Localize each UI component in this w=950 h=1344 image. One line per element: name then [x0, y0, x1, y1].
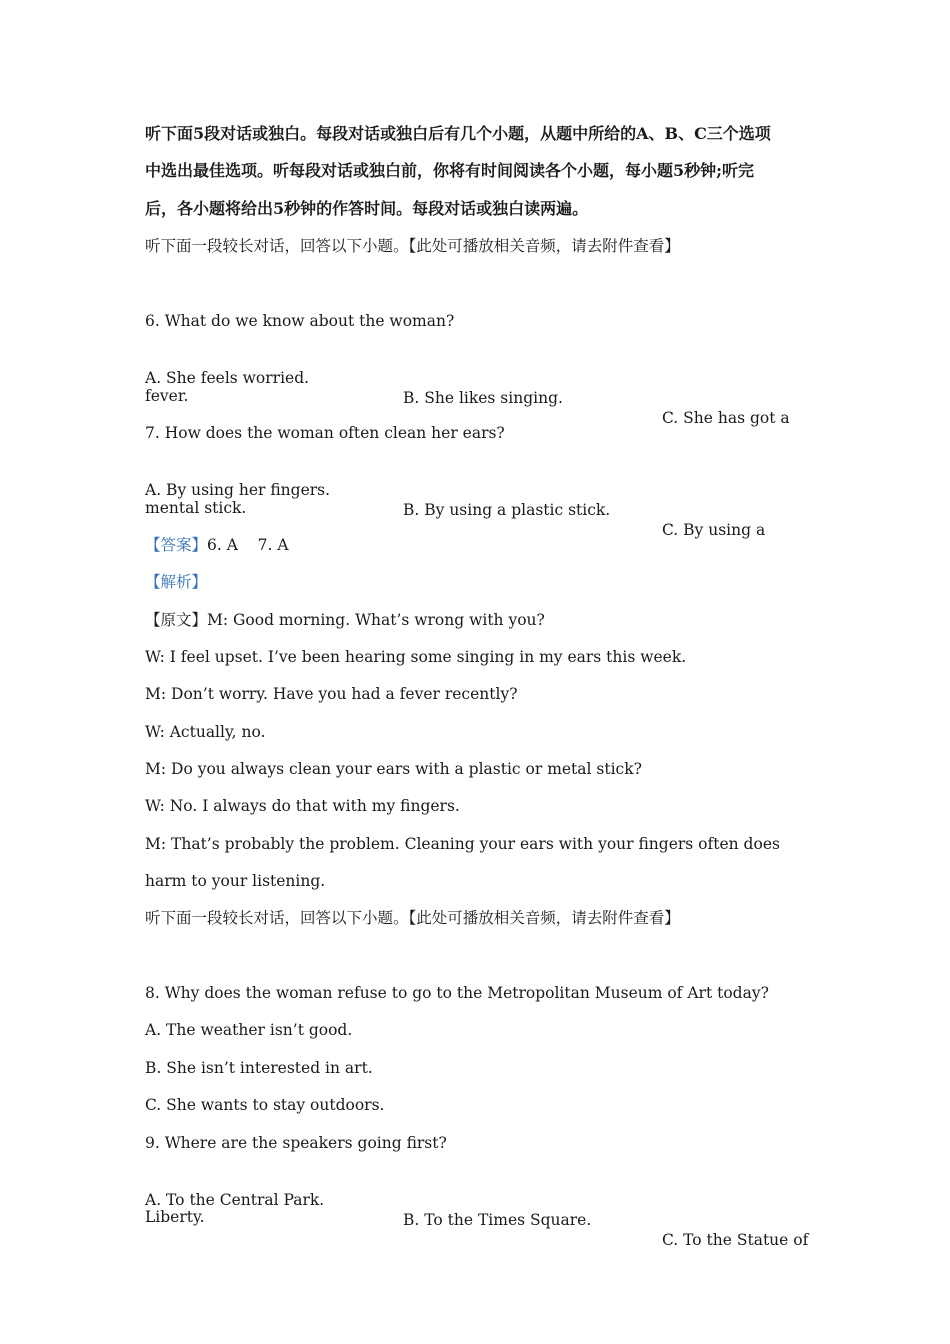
q6-option-b: B. She likes singing. [403, 389, 563, 407]
q7-option-c: C. By using a [662, 521, 766, 539]
q9-option-b: B. To the Times Square. [403, 1211, 592, 1229]
transcript-line-3: M: Don’t worry. Have you had a fever recently? [145, 685, 518, 703]
q9-option-a: A. To the Central Park. [145, 1191, 325, 1209]
q8-option-a: A. The weather isn’t good. [145, 1021, 353, 1039]
question-7-stem: 7. How does the woman often clean her ears? [145, 424, 505, 442]
transcript-line-6: W: No. I always do that with my fingers. [145, 797, 460, 815]
answer-line [145, 535, 810, 555]
instructions-line-2: 中选出最佳选项。听每段对话或独白前，你将有时间阅读各个小题，每小题5秒钟;听完 [145, 161, 755, 180]
question-8-stem: 8. Why does the woman refuse to go to the Metropolitan Museum of Art today? [145, 984, 769, 1002]
section2-intro: 听下面一段较长对话，回答以下小题。【此处可播放相关音频，请去附件查看】 [145, 909, 680, 927]
transcript-line-7: M: That’s probably the problem. Cleaning your ears with your fingers often does [145, 835, 780, 853]
q7-option-b: B. By using a plastic stick. [403, 501, 611, 519]
analysis-tag: 【解析】 [145, 573, 208, 591]
q6-option-a: A. She feels worried. [145, 369, 310, 387]
transcript-line-4: W: Actually, no. [145, 723, 266, 741]
q7-option-a: A. By using her fingers. [145, 481, 331, 499]
transcript-line-2: W: I feel upset. I’ve been hearing some singing in my ears this week. [145, 648, 687, 666]
transcript-line-8: harm to your listening. [145, 872, 326, 890]
instructions-line-3: 后，各小题将给出5秒钟的作答时间。每段对话或独白读两遍。 [145, 199, 589, 218]
q8-option-b: B. She isn’t interested in art. [145, 1059, 373, 1077]
question-6-stem: 6. What do we know about the woman? [145, 312, 455, 330]
transcript-line-5: M: Do you always clean your ears with a plastic or metal stick? [145, 760, 642, 778]
question-9-stem: 9. Where are the speakers going first? [145, 1134, 447, 1152]
transcript-text: M: Good morning. What’s wrong with you? [207, 611, 545, 629]
section1-intro: 听下面一段较长对话，回答以下小题。【此处可播放相关音频，请去附件查看】 [145, 237, 680, 255]
transcript-tag: 【原文】 [145, 611, 208, 629]
q6-option-c: C. She has got a [662, 409, 790, 427]
q9-option-c: C. To the Statue of [662, 1231, 809, 1249]
answer-tag: 【答案】 [145, 536, 208, 554]
q6-option-c-continued: fever. [145, 387, 189, 405]
q7-option-c-continued: mental stick. [145, 499, 247, 517]
instructions-line-1: 听下面5段对话或独白。每段对话或独白后有几个小题，从题中所给的A、B、C三个选项 [145, 124, 771, 143]
q8-option-c: C. She wants to stay outdoors. [145, 1096, 385, 1114]
answer-text: 6. A 7. A [207, 536, 289, 554]
q9-option-c-continued: Liberty. [145, 1208, 205, 1226]
transcript-line-1 [145, 610, 810, 630]
